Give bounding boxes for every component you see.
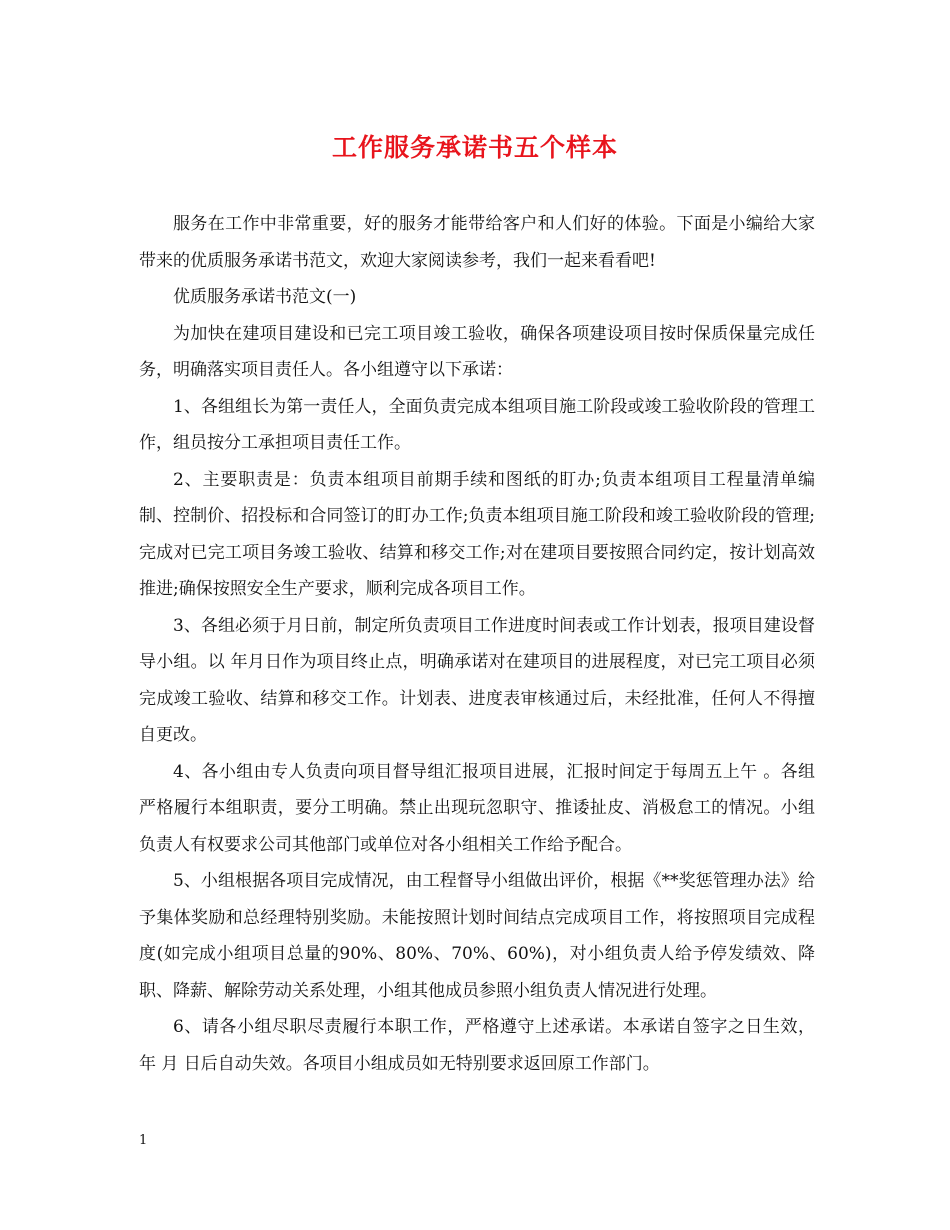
- paragraph-sample-heading: 优质服务承诺书范文(一): [173, 287, 357, 307]
- paragraph-item-4: 4、各小组由专人负责向项目督导组汇报项目进展，汇报时间定于每周五上午 。各组严格履行本组职责，要分工明确。禁止出现玩忽职守、推诿扯皮、消极怠工的情况。小组负责人有权要求公司其他部门或单位对各小组相关工作给予配合。: [139, 761, 815, 855]
- paragraph-item-5: 5、小组根据各项目完成情况，由工程督导小组做出评价，根据《**奖惩管理办法》给予集体奖励和总经理特别奖励。未能按照计划时间结点完成项目工作，将按照项目完成程度(如完成小组项目总量的90%、80%、70%、60%)，对小组负责人给予停发绩效、降职、降薪、解除劳动关系处理，小组其他成员参照小组负责人情况进行处理。: [139, 871, 815, 1001]
- paragraph-intro: 服务在工作中非常重要，好的服务才能带给客户和人们好的体验。下面是小编给大家带来的优质服务承诺书范文，欢迎大家阅读参考，我们一起来看看吧!: [139, 214, 815, 271]
- paragraph-purpose: 为加快在建项目建设和已完工项目竣工验收，确保各项建设项目按时保质保量完成任务，明确落实项目责任人。各小组遵守以下承诺：: [139, 323, 815, 380]
- document-body: [139, 206, 815, 1082]
- paragraph-item-2: 2、主要职责是：负责本组项目前期手续和图纸的盯办;负责本组项目工程量清单编制、控制价、招投标和合同签订的盯办工作;负责本组项目施工阶段和竣工验收阶段的管理;完成对已完工项目务竣工验收、结算和移交工作;对在建项目要按照合同约定，按计划高效推进;确保按照安全生产要求，顺利完成各项目工作。: [139, 469, 815, 599]
- paragraph-item-6: 6、请各小组尽职尽责履行本职工作，严格遵守上述承诺。本承诺自签字之日生效， 年 月 日后自动失效。各项目小组成员如无特别要求返回原工作部门。: [139, 1017, 815, 1074]
- page-number: 1: [139, 1133, 148, 1148]
- paragraph-item-3: 3、各组必须于月日前，制定所负责项目工作进度时间表或工作计划表，报项目建设督导小组。以 年月日作为项目终止点，明确承诺对在建项目的进展程度，对已完工项目必须完成竣工验收、结算和移交工作。计划表、进度表审核通过后，未经批准，任何人不得擅自更改。: [139, 615, 815, 745]
- paragraph-item-1: 1、各组组长为第一责任人，全面负责完成本组项目施工阶段或竣工验收阶段的管理工作，组员按分工承担项目责任工作。: [139, 396, 815, 453]
- document-title: 工作服务承诺书五个样本: [331, 133, 618, 162]
